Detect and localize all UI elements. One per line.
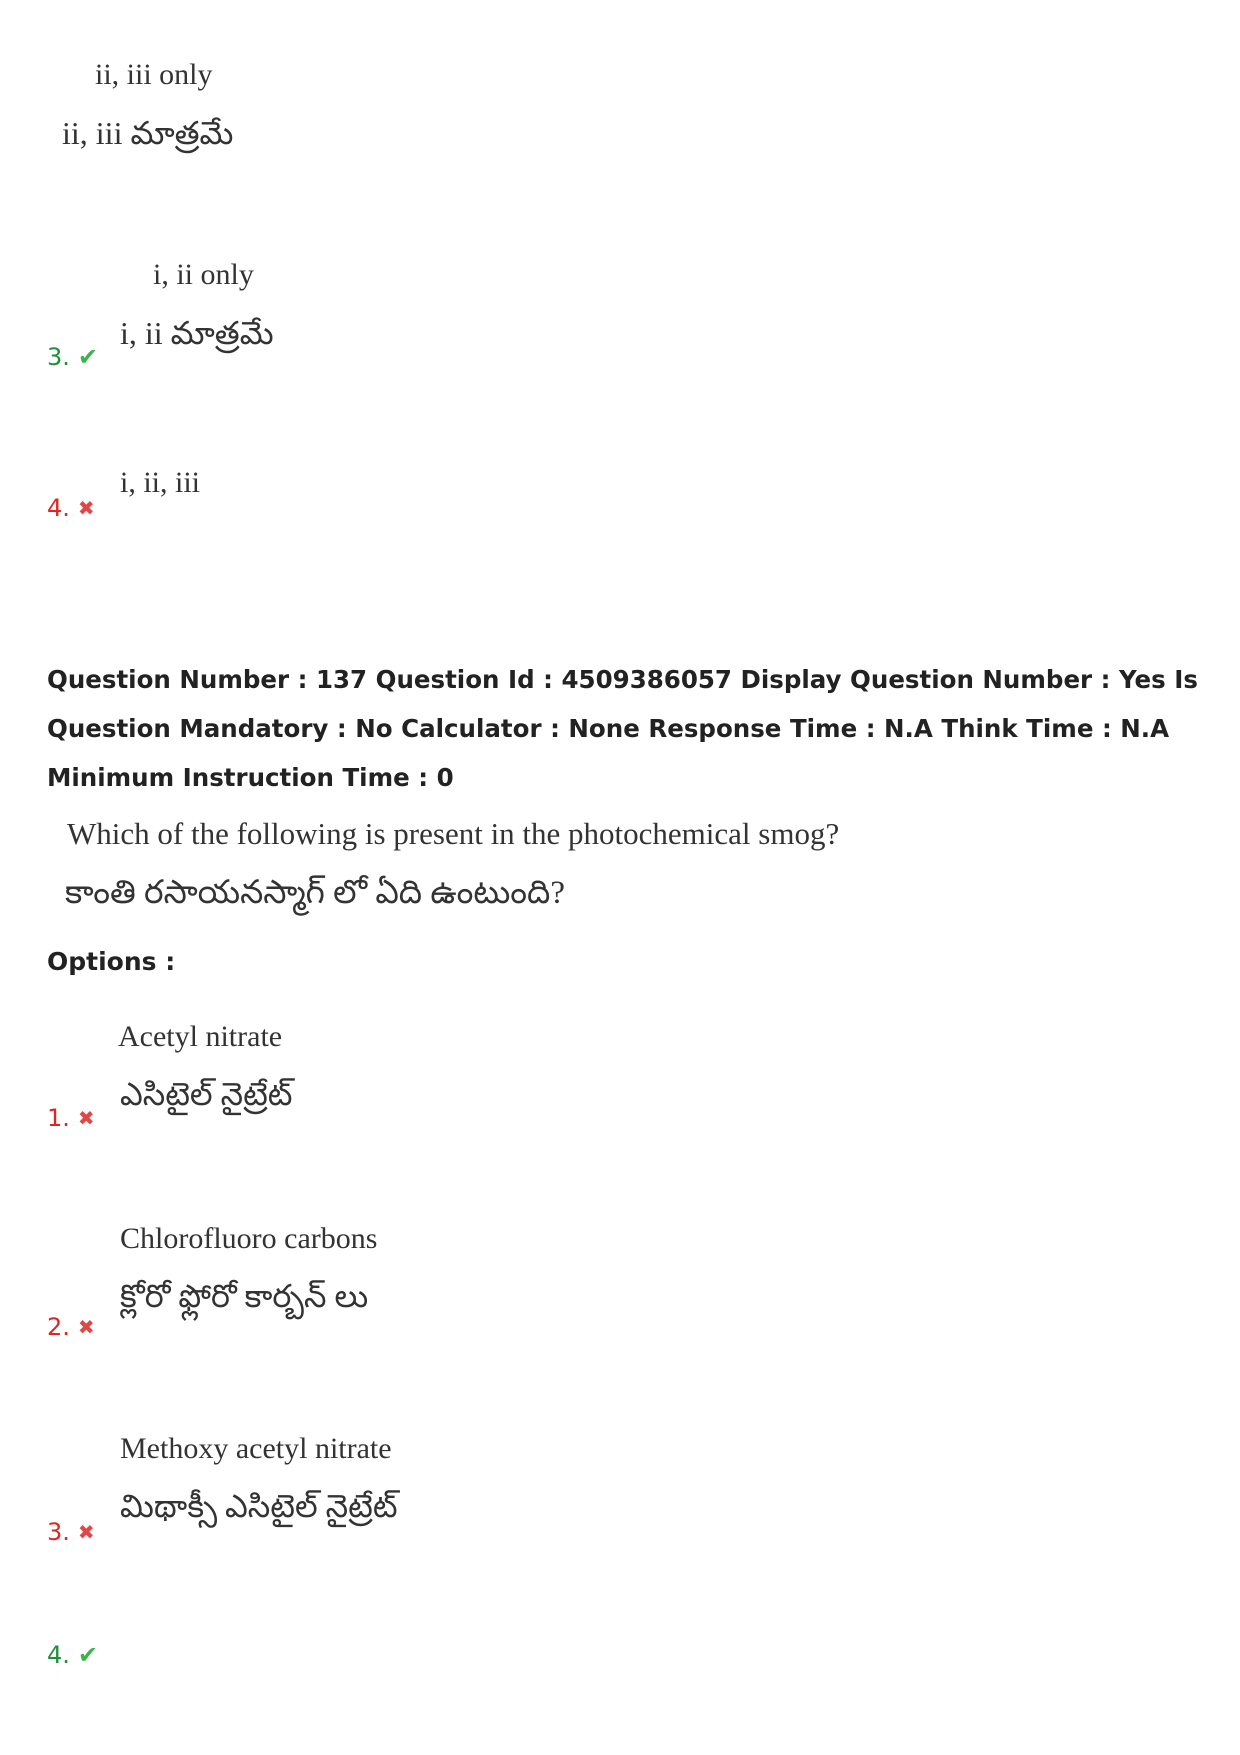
option-1-text-en: Acetyl nitrate <box>118 1020 283 1053</box>
option-4-marker <box>47 1641 98 1669</box>
prev-option-2-text-te: ii, iii మాత్రమే <box>62 115 234 151</box>
option-3-marker <box>47 1518 95 1546</box>
cross-icon: ✖ <box>77 1106 95 1130</box>
option-2-marker <box>47 1313 95 1341</box>
question-meta: Question Number : 137 Question Id : 4509386057 Display Question Number : Yes Is Question Mandatory : No Calculator : None Response Time : N.A Think Time : N.A Minimum Instruction Time : 0 <box>47 665 1198 792</box>
option-2-text-en: Chlorofluoro carbons <box>120 1222 378 1255</box>
option-number: 3. <box>47 343 70 371</box>
cross-icon: ✖ <box>77 496 95 520</box>
prev-option-3-marker <box>47 343 98 371</box>
prev-option-4-marker <box>47 494 95 522</box>
option-1-text-te: ఎసిటైల్ నైట్రేట్ <box>120 1076 293 1112</box>
cross-icon: ✖ <box>77 1520 95 1544</box>
check-icon: ✔ <box>77 343 99 371</box>
option-2-text-te: క్లోరో ఫ్లోరో కార్బన్ లు <box>120 1278 369 1314</box>
option-number: 4. <box>47 1641 70 1669</box>
option-number: 2. <box>47 1313 70 1341</box>
options-label: Options : <box>47 947 176 976</box>
prev-option-3-text-en: i, ii only <box>153 258 254 291</box>
prev-option-3-text-te: i, ii మాత్రమే <box>120 315 274 351</box>
option-number: 3. <box>47 1518 70 1546</box>
prev-option-4-text-en: i, ii, iii <box>120 466 201 499</box>
question-text-te: కాంతి రసాయనస్మాగ్ లో ఏది ఉంటుంది? <box>65 875 565 911</box>
option-3-text-en: Methoxy acetyl nitrate <box>120 1432 392 1465</box>
option-number: 4. <box>47 494 70 522</box>
option-3-text-te: మిథాక్సీ ఎసిటైల్ నైట్రేట్ <box>120 1488 398 1524</box>
prev-option-2-text-en: ii, iii only <box>95 58 213 91</box>
question-text-en: Which of the following is present in the photochemical smog? <box>67 816 840 851</box>
option-number: 1. <box>47 1104 70 1132</box>
option-1-marker <box>47 1104 95 1132</box>
check-icon: ✔ <box>77 1641 99 1669</box>
cross-icon: ✖ <box>77 1315 95 1339</box>
